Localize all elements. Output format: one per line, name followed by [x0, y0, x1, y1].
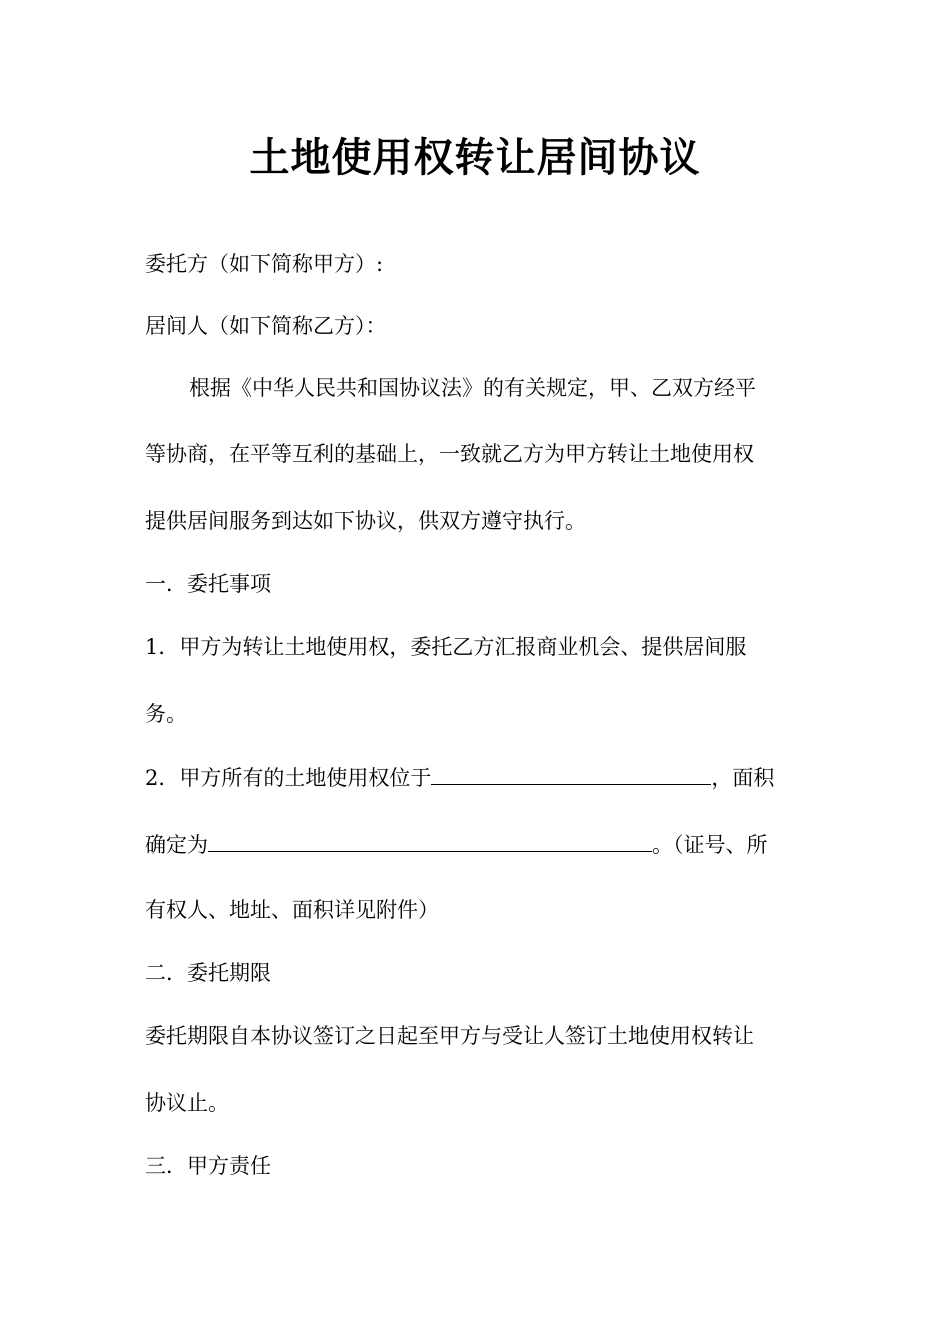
item-2-line-2 — [145, 829, 805, 860]
area-blank — [208, 829, 652, 852]
item-2-prefix: 2．甲方所有的土地使用权位于 — [145, 766, 432, 790]
item-2-line-1 — [145, 762, 805, 793]
intro-line-2: 等协商，在平等互利的基础上，一致就乙方为甲方转让土地使用权 — [145, 442, 754, 466]
item-2-suffix: ，面积 — [711, 766, 775, 790]
item-2-line-3: 有权人、地址、面积详见附件） — [145, 898, 439, 922]
section-2-body-line-2: 协议止。 — [145, 1091, 229, 1115]
item-2-line-2-prefix: 确定为 — [145, 833, 208, 857]
item-2-line-2-suffix: 。（证号、所 — [652, 833, 768, 857]
section-2-body-line-1: 委托期限自本协议签订之日起至甲方与受让人签订土地使用权转让 — [145, 1024, 754, 1048]
party-b-line: 居间人（如下简称乙方）： — [145, 314, 387, 338]
item-1-line-2: 务。 — [145, 702, 187, 726]
section-2-heading: 二．委托期限 — [145, 961, 271, 985]
location-blank — [431, 762, 711, 785]
section-3-heading: 三．甲方责任 — [145, 1154, 271, 1178]
intro-line-3: 提供居间服务到达如下协议，供双方遵守执行。 — [145, 509, 586, 533]
item-1-line-1: 1．甲方为转让土地使用权，委托乙方汇报商业机会、提供居间服 — [145, 635, 747, 659]
party-a-line: 委托方（如下简称甲方）: — [145, 252, 384, 276]
intro-line-1: 根据《中华人民共和国协议法》的有关规定，甲、乙双方经平 — [189, 376, 756, 400]
section-1-heading: 一．委托事项 — [145, 572, 271, 596]
document-title: 土地使用权转让居间协议 — [249, 134, 701, 181]
